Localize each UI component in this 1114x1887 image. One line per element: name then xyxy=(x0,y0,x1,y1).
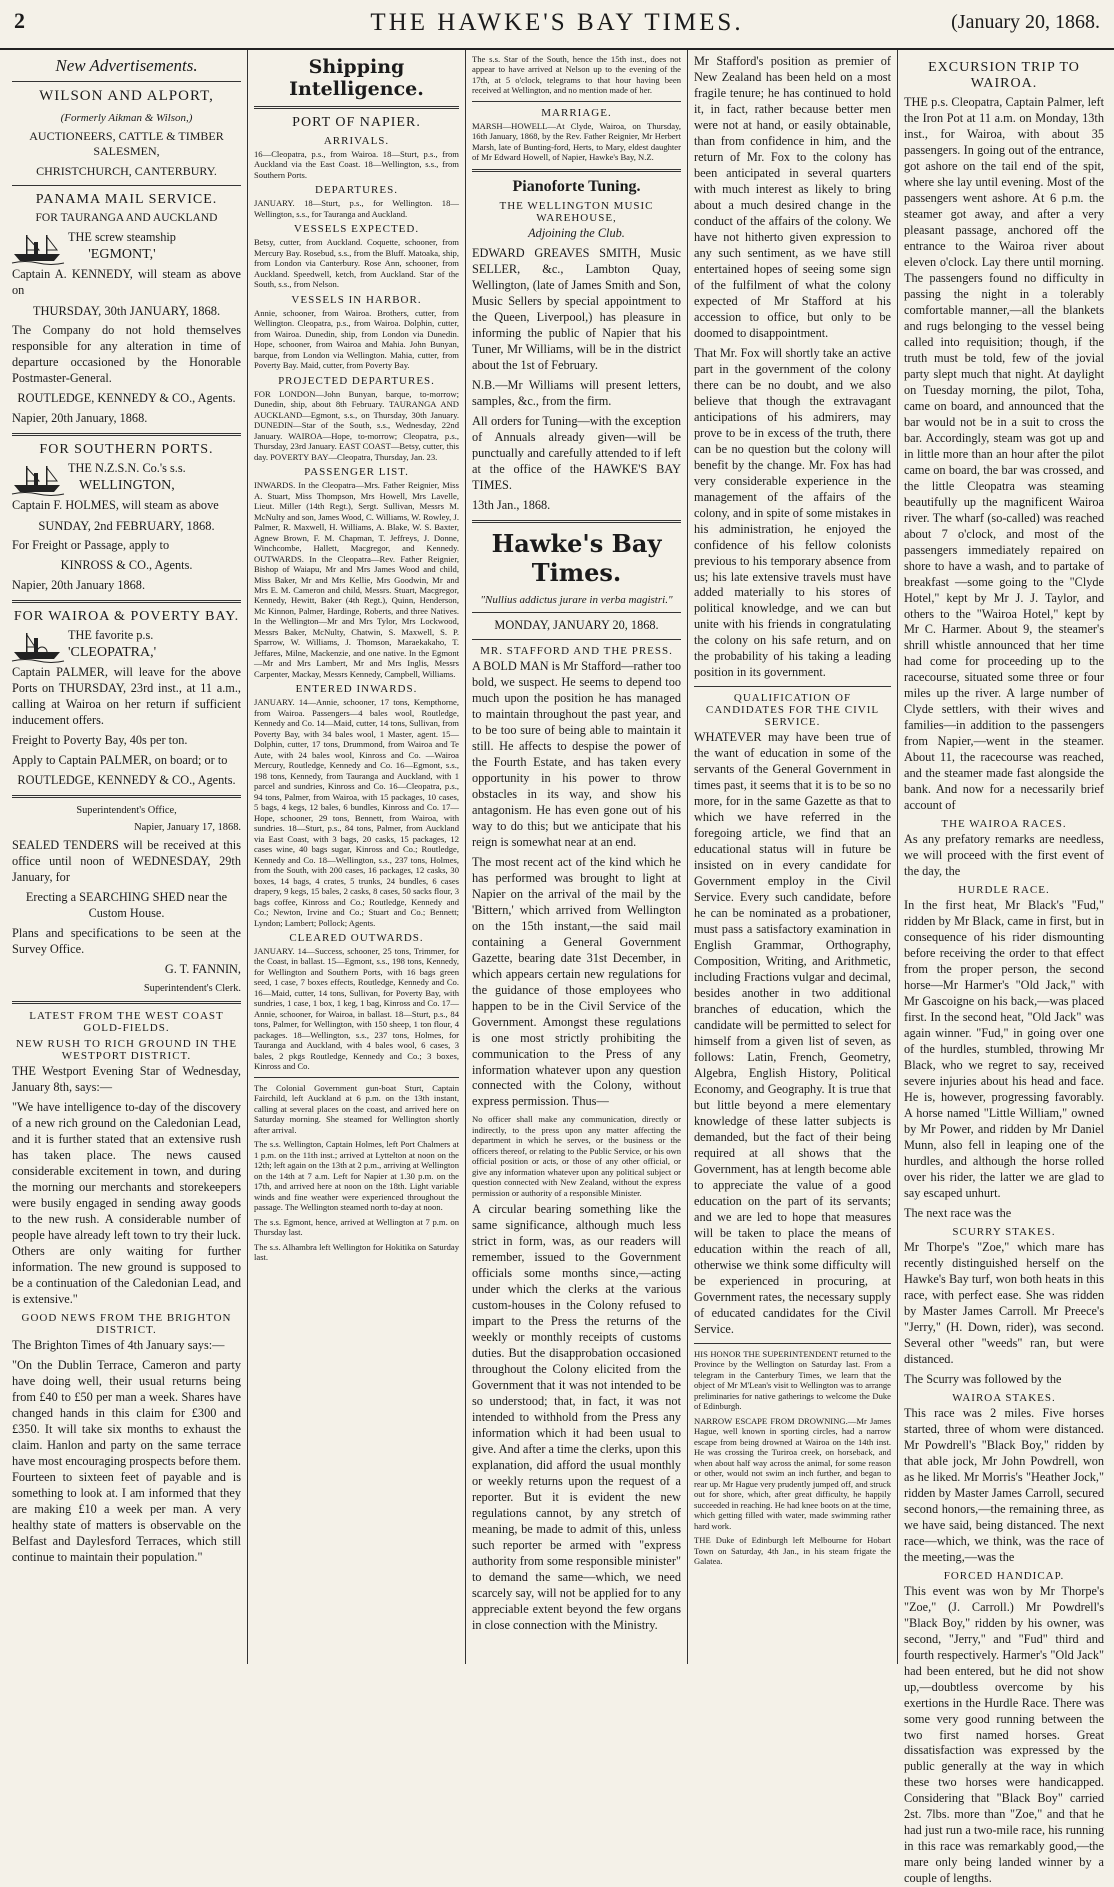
article-paragraph: A circular bearing something like the same significance, although much less strict in form, was, as our readers will remember, issued to the Government officials some months since,—acting under which the clerks at the various custom-houses in the Colony refused to impart to the Press the returns of the weekly or monthly receipts of customs duties. But the disapprobation occasioned throughout the Colony elicited from the Government that it was not intended to be so understood; that, in fact, it was not intended to withhold from the Press any information which it had been usual to give. And after a time the clerks, upon this explanation, did afford the usual monthly or weekly returns upon the request of a reporter. But it is evident the new regulations cannot, by any stretch of meaning, be made to admit of this, unless such reporter be armed with "express authority from some responsible minister" to demand the same—which, we need scarcely say, will not be applied for to any appreciable extent beyond the few organs in close connection with the Ministry. xyxy=(472,1202,681,1632)
gold-paragraph: "We have intelligence to-day of the discovery of a new rich ground on the Caledonian Lead, and it is further stated that an extensive rush has taken place. The news caused considerable excitement in town, and during the morning our merchants and storekeepers were busily engaged in sending away goods to the new rush. A considerable number of people have already left town to try their luck. Others are only waiting for further information. The new ground is supposed to be a continuation of the Caledonian Lead, and is extensive." xyxy=(12,1100,241,1306)
steamship-icon xyxy=(12,230,64,264)
steamship-illustration xyxy=(12,628,241,662)
divider xyxy=(472,101,681,102)
page-number: 2 xyxy=(14,8,25,33)
paper-title: Hawke's Bay Times. xyxy=(491,528,662,587)
wairoa-text-4: Apply to Captain PALMER, on board; or to xyxy=(12,753,228,768)
shipping-note: The Colonial Government gun-boat Sturt, Captain Fairchild, left Auckland at 6 p.m. on the 13th instant, calling at several places on the coast, and arrived here on Saturday morning. She steamed for Wellington shortly after arrival. xyxy=(254,1082,459,1135)
wairoa-title: FOR WAIROA & POVERTY BAY. xyxy=(13,609,240,625)
paper-date: MONDAY, JANUARY 20, 1868. xyxy=(494,617,659,632)
firm-place: CHRISTCHURCH, CANTERBURY. xyxy=(36,163,217,178)
tender-date: Napier, January 17, 1868. xyxy=(134,822,241,834)
tender-text: SEALED TENDERS will be received at this office until noon of WEDNESDAY, 29th January, for xyxy=(12,838,241,885)
gold-subheading-2: GOOD NEWS FROM THE BRIGHTON DISTRICT. xyxy=(21,1311,232,1336)
port-heading: PORT OF NAPIER. xyxy=(292,115,421,130)
divider xyxy=(254,1077,459,1078)
forced-handicap-heading: FORCED HANDICAP. xyxy=(943,1569,1065,1582)
divider xyxy=(694,1343,891,1344)
tender-notice xyxy=(12,804,241,995)
panama-text-2: Captain A. KENNEDY, will steam as above on xyxy=(12,266,241,297)
firm-former: (Formerly Aikman & Wilson,) xyxy=(60,111,193,124)
southern-sign: Napier, 20th January 1868. xyxy=(12,578,146,593)
panama-mail-ad xyxy=(12,192,241,427)
divider xyxy=(12,1001,241,1004)
qualification-title: QUALIFICATION OF CANDIDATES FOR THE CIVIL SERVICE. xyxy=(705,692,880,729)
star-of-south-note: The s.s. Star of the South, hence the 15th inst., does not appear to have arrived at Nelson up to the evening of the 17th, at 5 o'clock, telegrams to that hour having been received at Wellington, and no mention made of her. xyxy=(472,54,681,96)
departures-heading: DEPARTURES. xyxy=(315,184,398,197)
article-paragraph: As any prefatory remarks are needless, we will proceed with the first event of the day, the xyxy=(904,832,1104,879)
article-paragraph: That Mr. Fox will shortly take an active part in the government of the colony there can be no doubt, and we also believe that though the extravagant anticipations of his admirers, may prove to be in excess of the truth, there can be no question but the colony will benefit by the change. Mr. Fox has had very considerable experience in the management of the affairs of the colony, and in spite of some mistakes in his administration, he enjoyed the confidence of his fellow colonists previous to his temporary absence from us; his late extensive travels must have added materially to his stores of political knowledge, and we can but unite with his friends in congratulating the colony on his safe return, and on the probability of his taking a leading position in its government. xyxy=(694,345,891,680)
steamship-icon xyxy=(12,461,64,495)
article-paragraph: The next race was the xyxy=(904,1205,1012,1220)
local-news-item: THE Duke of Edinburgh left Melbourne for Hobart Town on Saturday, 4th Jan., in his steam frigate the Galatea. xyxy=(694,1535,891,1566)
divider xyxy=(472,612,681,613)
piano-date: 13th Jan., 1868. xyxy=(472,497,551,512)
projected-text: FOR LONDON—John Bunyan, barque, to-morrow; Dunedin, ship, about 8th February. TAURANGA AND AUCKLAND—Egmont, s.s., on Thursday, 30th January. DUNEDIN—Star of the South, s.s., Wednesday, 22nd January. WAIROA—Hope, to-morrow; Cleopatra, p.s., Thursday, 23rd January. EAST COAST—Betsy, cutter, this day. POVERTY BAY—Cleopatra, Thursday, Jan. 23. xyxy=(254,388,459,462)
adjoining-club: Adjoining the Club. xyxy=(528,225,625,240)
expected-heading: VESSELS EXPECTED. xyxy=(293,223,420,236)
divider xyxy=(472,169,681,172)
paddle-steamer-icon xyxy=(12,628,64,662)
divider xyxy=(254,106,459,109)
gold-title: LATEST FROM THE WEST COAST GOLD-FIELDS. xyxy=(29,1010,224,1035)
panama-text-1: THE screw steamship xyxy=(68,229,176,244)
panama-sign: Napier, 20th January, 1868. xyxy=(12,410,148,425)
harbor-heading: VESSELS IN HARBOR. xyxy=(291,293,422,306)
entered-heading: ENTERED INWARDS. xyxy=(295,683,418,696)
divider xyxy=(472,639,681,640)
piano-nb: N.B.—Mr Williams will present letters, samples, &c., from the firm. xyxy=(472,377,681,408)
divider xyxy=(12,185,241,186)
shipping-note: The s.s. Wellington, Captain Holmes, left Port Chalmers at 1 p.m. on the 11th inst.; arrived at Lyttelton at noon on the 12th; left again on the 13th at 2 p.m., arriving at Wellington on the 14th at 7 a.m. Left for Napier at 1.30 p.m. on the 17th, and arrived here at noon on the 18th. Light variable winds and fine weather were experienced throughout the passage. The Wellington steamed north to-day at noon. xyxy=(254,1139,459,1213)
panama-ship: 'EGMONT,' xyxy=(88,246,156,262)
divider xyxy=(12,600,241,603)
article-paragraph: Mr Thorpe's "Zoe," which mare has recently distinguished herself on the Hawke's Bay turf, won both heats in this race, with perfect ease. She was ridden by Master James Carroll. Mr Preece's "Jerry," (H. Down, rider), was second. Several other "weeds" ran, but were distanced. xyxy=(904,1239,1104,1366)
arrivals-text: 16—Cleopatra, p.s., from Wairoa. 18—Sturt, p.s., from Auckland via the East Coast. 18—Wellington, s.s., from Southern Ports. xyxy=(254,149,459,180)
southern-ship: WELLINGTON, xyxy=(78,477,175,493)
cleared-text: JANUARY. 14—Success, schooner, 25 tons, Trimmer, for the Coast, in ballast. 15—Egmont, s.s., 198 tons, Kennedy, for Wellington and Southern Ports, with 16 bags green seed, 1 case, 7 boxes effects, Routledge, Kennedy and Co. 16—Maid, cutter, 14 tons, Sullivan, for Poverty Bay, with sundries, 1 case, 1 box, 1 keg, 1 bag, Kinross and Co. 17—Annie, schooner, for Wairoa, in ballast. 18—Sturt, p.s., 84 tons, Palmer, for Wellington, with 150 sheep, 1 ton flour, 4 packages. 18—Wellington, s.s., 237 tons, Holmes, for Tauranga and Auckland, with 4 bales wool, 6 cases, 3 bales, 2 pkgs Routledge, Kennedy and Co.; 3 boxes, Kinross and Co. xyxy=(254,946,459,1072)
gold-fields-article xyxy=(12,1010,241,1566)
article-paragraph: The most recent act of the kind which he has performed was brought to light at Napier on the arrival of the mail by the 'Bittern,' which arrived from Wellington on the 15th instant,—the said mail containing a General Government Gazette, bearing date 31st December, in which appears certain new regulations for the guidance of those employees who happen to be in the Civil Service of the Government. Amongst these regulations is one most strictly prohibiting the communication to the Press of any information whatever upon any question connected with the Colony, without express permission. Thus— xyxy=(472,854,681,1109)
panama-agents: ROUTLEDGE, KENNEDY & CO., Agents. xyxy=(17,390,236,405)
article-paragraph: In the first heat, Mr Black's "Fud," ridden by Mr Black, came in first, but in consequence of his rider dismounting before receiving the order to that effect from the proper person, the second horse—Mr Harmer's "Old Jack," with Mr Gascoigne on his back,—was placed first. In the second heat, "Old Jack" was again winner. "Fud," in going over one of the hurdles, stumbled, throwing Mr Black, who we regret to say, received severe injuries about his head and face. He is, however, progressing favorably. A horse named "Little William," owned by Mr Power, and ridden by Mr Daniel Munn, also fell in leaping one of the hurdles, and although the horse rolled over his rider, the latter we are glad to say escaped unhurt. xyxy=(904,898,1104,1200)
wairoa-text-1: THE favorite p.s. xyxy=(68,628,154,643)
steamship-illustration xyxy=(12,230,241,264)
southern-text-3: For Freight or Passage, apply to xyxy=(12,538,170,553)
passenger-text: INWARDS. In the Cleopatra—Mrs. Father Reignier, Miss A. Stuart, Miss Thompson, Mrs Howell, Mrs Lavelle, Lieut. Miller (14th Regt.), Sergt. Sullivan, Messrs M. McNulty and son, James Wood, C. Williams, W. Rowley, J. Palmer, R. Maxwell, H. Williams, A. Blake, W. S. Baxter, Agnew Brown, F. M. Chapman, T. Jeffreys, J. Donne, Winchcombe, Hallett, Macgregor, and Kennedy. OUTWARDS. In the Cleopatra—Rev. Father Reignier, Bishop of Waiapu, Mr and Mrs James Wood and child, Miss Baker, Mr and Mrs Kellie, Mrs Goodwin, Mr and Mrs E. M. Cameron and child, Messrs. Stuart, Macgregor, Kennedy, Hewitt, Baker (4th Regt.), Quinn, Henderson, Mc Kinnon, Palmer, Hardinge, Roberts, and three Natives. In the Wellington—Mr and Mrs Tylor, Mrs Lockwood, Messrs Baker, McNulty, Chatwin, S. Maxwell, S. P. Sparrow, W. Williams, J. Thomson, Maraekakaho, T. Jeffares, Milne, Mackenzie, and one native. In the Egmont—Mr and Mrs Lambert, Mr and Mrs Inglis, Messrs Carpenter, Mackay, Messrs Kennedy, Campbell, Williams. xyxy=(254,480,459,679)
local-news-item: NARROW ESCAPE FROM DROWNING.—Mr James Hague, well known in sporting circles, had a narrow escape from being drowned at Wairoa on the 14th inst. He was crossing the Turiroa creek, on horseback, and when about half way across the animal, for some reason or other, would not swim an inch further, and began to rear up. Mr Hague very prudently jumped off, and struck out for shore, which, after great difficulty, he happily succeeded in reaching. He had knee boots on at the time, which getting filled with water, made swimming rather hard work. xyxy=(694,1415,891,1531)
wairoa-text-2: Captain PALMER, will leave for the above Ports on THURSDAY, 23rd inst., at 11 a.m., calling at Wairoa on her return if sufficient inducement offers. xyxy=(12,665,241,728)
marriage-heading: MARRIAGE. xyxy=(541,106,612,119)
expected-text: Betsy, cutter, from Auckland. Coquette, schooner, from Mercury Bay. Rosebud, s.s., from the Bluff. Matoaka, ship, from London via Canterbury. Rose Ann, schooner, from Auckland. Speedwell, ketch, from Auckland. Star of the South, s.s., from Nelson. xyxy=(254,237,459,290)
southern-text-2: Captain F. HOLMES, will steam as above xyxy=(12,497,219,512)
divider xyxy=(12,433,241,436)
tender-office: Superintendent's Office, xyxy=(76,805,177,817)
hurdle-heading: HURDLE RACE. xyxy=(958,884,1050,897)
column-2 xyxy=(248,50,466,1664)
panama-title: PANAMA MAIL SERVICE. xyxy=(35,191,218,207)
article-paragraph: The Scurry was followed by the xyxy=(904,1371,1062,1386)
southern-text-1: THE N.Z.S.N. Co.'s s.s. xyxy=(68,460,186,475)
wairoa-poverty-bay-ad xyxy=(12,609,241,789)
marriage-text: MARSH—HOWELL—At Clyde, Wairoa, on Thursday, 16th January, 1868, by the Rev. Father Reignier, Mr Herbert Marsh, late of Bunting-ford, Herts, to Mary, eldest daughter of Mr Edward Howell, of Napier, Hawke's Bay, N.Z. xyxy=(472,120,681,163)
southern-title: FOR SOUTHERN PORTS. xyxy=(39,441,214,457)
gold-paragraph: THE Westport Evening Star of Wednesday, January 8th, says:— xyxy=(12,1064,241,1095)
arrivals-heading: ARRIVALS. xyxy=(323,135,390,147)
firm-trade: AUCTIONEERS, CATTLE & TIMBER SALESMEN, xyxy=(29,128,224,159)
piano-orders: All orders for Tuning—with the exception of Annuals already given—will be punctually and carefully attended to if left at the office of the HAWKE'S BAY TIMES. xyxy=(472,413,681,492)
passenger-heading: PASSENGER LIST. xyxy=(304,466,409,479)
local-news-item: HIS HONOR THE SUPERINTENDENT returned to the Province by the Wellington on Saturday last. From a telegram in the Canterbury Times, we learn that the object of Mr M'Lean's visit to Wellington was to arrange preliminaries for native gatherings to welcome the Duke of Edinburgh. xyxy=(694,1348,891,1412)
divider xyxy=(694,686,891,687)
new-advertisements-heading: New Advertisements. xyxy=(55,56,198,75)
issue-date: (January 20, 1868. xyxy=(951,11,1100,33)
divider xyxy=(472,520,681,523)
panama-text-3: The Company do not hold themselves responsible for any alteration in time of departure occasioned by the Honorable Postmaster-General. xyxy=(12,322,241,385)
shipping-note: The s.s. Alhambra left Wellington for Hokitika on Saturday last. xyxy=(254,1241,459,1263)
masthead xyxy=(0,0,1114,50)
tender-sign: G. T. FANNIN, xyxy=(164,962,241,977)
scurry-heading: SCURRY STAKES. xyxy=(952,1225,1056,1238)
column-1 xyxy=(6,50,248,1664)
entered-text: JANUARY. 14—Annie, schooner, 17 tons, Kempthorne, from Wairoa. Passengers—4 bales wool, Routledge, Kennedy and Co. 14—Maid, cutter, 14 tons, Sullivan, from Poverty Bay, with 34 bales wool, 1 Master, agent. 15—Dolphin, cutter, 17 tons, Drummond, from Wairoa and Te Aute, with 24 bales wool, Kinross and Co. —Wairoa Mercury, Routledge, Kennedy and Co. 16—Egmont, s.s., 198 tons, Kennedy, from Tauranga and Auckland, with 1 parcel and sundries, Kinross and Co. 16—Cleopatra, p.s., 94 tons, Palmer, from Wairoa, with 15 packages, 10 cases, 5 bags, 4 kegs, 12 bales, 6 bundles, Kinross and Co. 17—Hope, schooner, 29 tons, Bennett, from Wairoa, with sundries. 18—Sturt, p.s., 84 tons, Palmer, from Auckland via East Coast, with 3 bags, 20 casks, 15 packages, 12 cases wine, 40 bags sugar, Kinross and Co.; Routledge, Kennedy and Co. 18—Wellington, s.s., 237 tons, Holmes, from the South, with 200 cases, 16 packages, 12 casks, 30 boxes, 14 bags, 4 crates, 5 trunks, 24 bundles, 6 cases drapery, 9 kegs, 15 bales, 2 casks, 8 cases, 50 sacks flour, 3 bags coffee, Kinross and Co.; Routledge, Kennedy and Co.; Newton, Irvine and Co.; Stuart and Co.; Bennett; Lyndon; Lambert; Pollock; Agents. xyxy=(254,697,459,928)
divider xyxy=(12,81,241,82)
warehouse-heading: THE WELLINGTON MUSIC WAREHOUSE, xyxy=(499,199,654,224)
paper-motto: "Nullius addictus jurare in verba magistri." xyxy=(480,593,673,606)
shipping-intelligence-heading: Shipping Intelligence. xyxy=(289,56,424,100)
southern-agents: KINROSS & CO., Agents. xyxy=(60,558,193,573)
article-paragraph: This race was 2 miles. Five horses started, three of whom were distanced. Mr Powdrell's "Black Boy," ridden by that able jock, Mr John Powdrell, won as he liked. Mr Morris's "Heather Jock," ridden by Master James Carroll, secured second honors,—the remaining three, as we have said, being distanced. The next race—which, we think, was the race of the meeting,—was the xyxy=(904,1405,1104,1564)
columns xyxy=(6,50,1110,1886)
column-4 xyxy=(688,50,898,1664)
wilson-alport-ad xyxy=(12,87,241,180)
firm-name: WILSON AND ALPORT, xyxy=(39,88,214,104)
panama-date: THURSDAY, 30th JANUARY, 1868. xyxy=(32,303,221,318)
southern-ports-ad xyxy=(12,442,241,594)
wairoa-ship: 'CLEOPATRA,' xyxy=(68,645,157,661)
steamship-illustration xyxy=(12,461,241,495)
newspaper-title: THE HAWKE'S BAY TIMES. xyxy=(370,9,744,36)
article-title: MR. STAFFORD AND THE PRESS. xyxy=(480,644,673,657)
article-paragraph: THE p.s. Cleopatra, Captain Palmer, left the Iron Pot at 11 a.m. on Monday, 13th inst., for Wairoa, with about 35 passengers. In going out of the entrance, got ashore on the tail end of the spit, where she lay until evening. Most of the passengers went ashore. At 6 p.m. the steamer got away, and after a very pleasant passage, anchored off the entrance to the Wairoa river about eleven o'clock. Lay there until morning. The passengers found no difficulty in passing the night in a tolerably comfortable manner,—all the blankets and rugs belonging to the vessel being called into requisition; though, if the truth must be told, few of the jovial party slept much that night. At daylight on Tuesday morning, the pilot, Toha, came on board, and announced that the bar would not be in a suit to cross the bar. Accordingly, steam was got up and in little more than an hour after the pilot came on board, the bar was crossed, and the little Cleopatra was steaming beautifully up the magnificent Wairoa river. The wharf (so-called) was reached about 7 o'clock, and most of the passengers immediately repaired on shore to have a wash, and to partake of breakfast —some going to the "Clyde Hotel," kept by Mr J. J. Taylor, and others to the "Wairoa Hotel," kept by Mr C. Harmer. About 9, the steamer's shrill whistle announced that her time had come for proceeding up to the racecourse, situated some three or four miles up the river. A large number of Clyde settlers, with their wives and families—in addition to the passengers from Napier,—went in the steamer. About 11, the racecourse was reached, and the steamer made fast alongside the bank. And now for a necessarily brief account of xyxy=(904,95,1104,813)
excursion-title: EXCURSION TRIP TO WAIROA. xyxy=(928,60,1080,91)
article-quote: No officer shall make any communication, directly or indirectly, to the press upon any matter affecting the department in which he serves, or the business or the officers thereof, or relating to the Public Service, or his own official position or acts, or those of any other official, or give any information whatever upon any political subject or question connected with New Zealand, without the express permission or authority of a responsible Minister. xyxy=(472,1114,681,1198)
panama-route: FOR TAURANGA AND AUCKLAND xyxy=(35,211,218,224)
article-paragraph: WHATEVER may have been true of the want of education in some of the servants of the General Government in times past, it seems that it is to be so no more, for in the same Gazette as that to which we have referred in the foregoing article, we find that an educational status will in future be insisted on in every candidate for Government employ in the Civil Service. Every such candidate, before he can be nominated as a probationer, must pass a satisfactory examination in English Grammar, Orthography, Composition, Writing, and Arithmetic, including Fractions vulgar and decimal, besides another in two additional branches of education, which the candidate will be permitted to select for himself from a given list of seven, as follows: Latin, French, Geometry, Algebra, English History, Political Economy, and Geography. It is true that but little beyond a mere elementary knowledge of these latter subjects is demanded, but the fact of their being required at all shows that the Government, has at length become able to appreciate the value of a good education on the part of its servants; and we are led to hope that measures will be taken to place the means of education within the reach of all, otherwise we think some difficulty will be experienced in procuring, at Government rates, the necessary supply of educated candidates for the Civil Service. xyxy=(694,730,891,1336)
piano-text: EDWARD GREAVES SMITH, Music SELLER, &c., Lambton Quay, Wellington, (late of James Smith and Son, Music Sellers by special appointment to the Queen, Liverpool,) has pleasure in informing the public of Napier that his Tuner, Mr Williams, will be in the district about the 1st of February. xyxy=(472,245,681,372)
races-heading: THE WAIROA RACES. xyxy=(941,818,1067,831)
column-5 xyxy=(898,50,1110,1886)
tender-item: Erecting a SEARCHING SHED near the Custom House. xyxy=(25,890,228,921)
harbor-text: Annie, schooner, from Wairoa. Brothers, cutter, from Wellington. Cleopatra, p.s., from Wairoa. Dolphin, cutter, from Wairoa. Dunedin, ship, from London via Dunedin. Hope, schooner, from Wairoa and Mahia. John Bunyan, barque, from London via Wellington. Mahia, cutter, from Poverty Bay. Maid, cutter, from Poverty Bay. xyxy=(254,307,459,371)
tender-plans: Plans and specifications to be seen at the Survey Office. xyxy=(12,926,241,957)
wairoa-text-3: Freight to Poverty Bay, 40s per ton. xyxy=(12,733,188,748)
departures-text: JANUARY. 18—Sturt, p.s., for Wellington. 18—Wellington, s.s., for Tauranga and Auckland. xyxy=(254,198,459,219)
column-3 xyxy=(466,50,688,1664)
divider xyxy=(12,795,241,798)
piano-heading: Pianoforte Tuning. xyxy=(512,177,641,195)
tender-role: Superintendent's Clerk. xyxy=(143,983,241,995)
shipping-note: The s.s. Egmont, hence, arrived at Wellington at 7 p.m. on Thursday last. xyxy=(254,1216,459,1238)
southern-date: SUNDAY, 2nd FEBRUARY, 1868. xyxy=(38,518,215,533)
article-paragraph: This event was won by Mr Thorpe's "Zoe," (J. Carroll.) Mr Powdrell's "Black Boy," ridden by his owner, was second, "Jerry," and "Fud" third and fourth respectively. Harmer's "Old Jack" had been entered, but he did not show up,—doubtless overcome by his exertions in the Hurdle Race. There was some very good running between the two first named horses. Great dissatisfaction was expressed by the public generally at the way in which these two horses were handicapped. Considering that "Black Boy" carried 2st. 7lbs. more than "Zoe," and that he had just run a two-mile race, his running in this race was remarkably good,—the mare only being landed winner by a couple of lengths. xyxy=(904,1583,1104,1886)
gold-paragraph: The Brighton Times of 4th January says:— xyxy=(12,1337,225,1352)
gold-paragraph: "On the Dublin Terrace, Cameron and party have doing well, their usual returns being from £40 to £50 per man a week. Shares have changed hands in this claim for £300 and £350. It will take six months to exhaust the claim. Hanlon and party on the same terrace have most encouraging prospects before them. Fourteen to sixteen feet of payable and is something to look at. I am informed that they are making £10 a week per man. A very healthy state of matters is observable on the Belfast and Daylesford Terraces, which still continue to maintain their population." xyxy=(12,1357,241,1564)
projected-heading: PROJECTED DEPARTURES. xyxy=(278,374,435,387)
article-paragraph: Mr Stafford's position as premier of New Zealand has been held on a most fragile tenure; he has continued to hold it, in fact, rather because better men were not at hand, or easily obtainable, than from confidence in him, and the return of Mr. Fox to the colony has been anticipated in several quarters with much interest as likely to bring about a much desired change in the conduct of the affairs of the colony. We have not hitherto given expression to any such sentiment, as we have still entertained hopes of seeing some sign of the fulfilment of what the colony expected of Mr Stafford at his accession to office, but only to be doomed to disappointment. xyxy=(694,54,891,340)
wairoa-stakes-heading: WAIROA STAKES. xyxy=(952,1391,1056,1404)
gold-subheading-1: NEW RUSH TO RICH GROUND IN THE WESTPORT DISTRICT. xyxy=(15,1038,238,1063)
cleared-heading: CLEARED OUTWARDS. xyxy=(289,932,424,944)
article-paragraph: A BOLD MAN is Mr Stafford—rather too bold, we suspect. He seems to depend too much upon the position he has managed to maintain throughout the past year, and to be too sure of being able to maintain it still. He affects to despise the power of the Fourth Estate, and has taken every opportunity in his power to throw obstacles in its way, and show his antagonism. He has even gone out of his way to do this; but we anticipate that his reign is somewhat near at an end. xyxy=(472,658,681,849)
wairoa-agents: ROUTLEDGE, KENNEDY & CO., Agents. xyxy=(17,773,236,788)
